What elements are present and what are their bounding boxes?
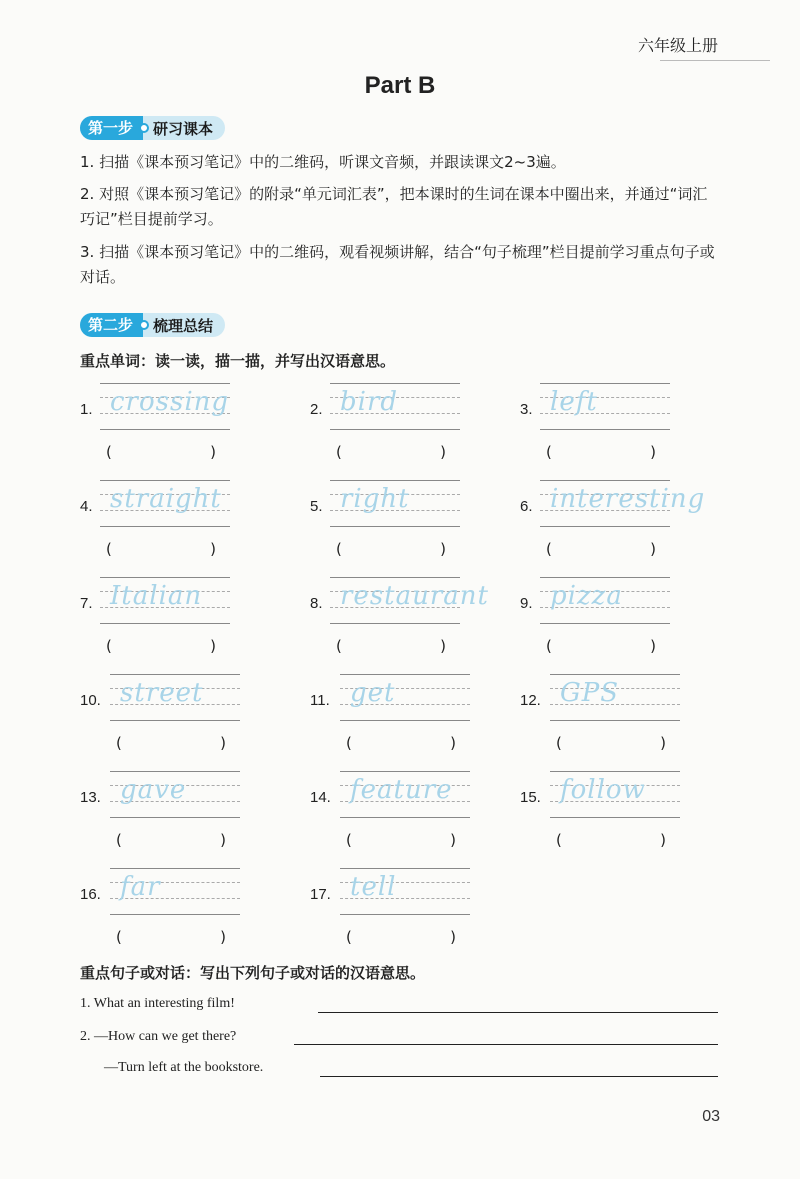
paren-open: (: [546, 443, 552, 461]
step1-item-1: 1. 扫描《课本预习笔记》中的二维码，听课文音频，并跟读课文2~3遍。: [80, 153, 566, 171]
trace-word: GPS: [560, 678, 620, 708]
step-dot-icon: [139, 320, 149, 330]
word-number: 3.: [520, 401, 533, 418]
trace-word: left: [550, 387, 598, 417]
paren-close: ): [220, 928, 226, 946]
meaning-blank[interactable]: [546, 831, 676, 849]
step2-number: 第二步: [80, 313, 143, 337]
trace-word: Italian: [110, 581, 203, 611]
paren-close: ): [660, 734, 666, 752]
paren-close: ): [220, 734, 226, 752]
answer-line-2[interactable]: [294, 1044, 718, 1045]
paren-close: ): [450, 928, 456, 946]
step1-badge: [80, 116, 225, 140]
meaning-blank[interactable]: [336, 734, 466, 752]
meaning-blank[interactable]: [96, 443, 226, 461]
paren-close: ): [210, 443, 216, 461]
meaning-blank[interactable]: [336, 928, 466, 946]
words-heading: 重点单词：读一读，描一描，并写出汉语意思。: [80, 352, 396, 370]
word-item: [310, 674, 510, 754]
word-number: 7.: [80, 595, 93, 612]
paren-open: (: [556, 734, 562, 752]
meaning-blank[interactable]: [536, 443, 666, 461]
trace-word: pizza: [550, 581, 623, 611]
paren-close: ): [450, 831, 456, 849]
paren-close: ): [220, 831, 226, 849]
page-number: 03: [702, 1108, 720, 1125]
word-item: [80, 383, 280, 463]
paren-open: (: [106, 540, 112, 558]
word-item: [310, 577, 510, 657]
paren-close: ): [450, 734, 456, 752]
word-item: [520, 383, 720, 463]
trace-word: right: [340, 484, 410, 514]
trace-word: tell: [350, 872, 397, 902]
meaning-blank[interactable]: [106, 831, 236, 849]
grade-label: 六年级上册: [637, 36, 718, 55]
sentence-1: 1. What an interesting film!: [80, 996, 235, 1011]
word-number: 15.: [520, 789, 541, 806]
paren-open: (: [106, 637, 112, 655]
meaning-blank[interactable]: [326, 637, 456, 655]
trace-word: straight: [110, 484, 222, 514]
word-item: [80, 577, 280, 657]
word-item: [80, 674, 280, 754]
trace-word: interesting: [550, 484, 706, 514]
word-number: 13.: [80, 789, 101, 806]
paren-close: ): [440, 637, 446, 655]
paren-close: ): [650, 540, 656, 558]
meaning-blank[interactable]: [96, 637, 226, 655]
sentence-3: —Turn left at the bookstore.: [104, 1060, 264, 1075]
paren-close: ): [440, 540, 446, 558]
paren-open: (: [336, 443, 342, 461]
trace-word: far: [120, 872, 161, 902]
meaning-blank[interactable]: [536, 540, 666, 558]
trace-word: crossing: [110, 387, 230, 417]
paren-open: (: [336, 540, 342, 558]
answer-line-3[interactable]: [320, 1076, 718, 1077]
word-number: 14.: [310, 789, 331, 806]
trace-word: street: [120, 678, 204, 708]
paren-open: (: [116, 734, 122, 752]
paren-open: (: [116, 831, 122, 849]
word-item: [520, 771, 720, 851]
word-number: 1.: [80, 401, 93, 418]
paren-close: ): [440, 443, 446, 461]
page-title: Part B: [364, 72, 436, 99]
step1-item-2: 2. 对照《课本预习笔记》的附录“单元词汇表”，把本课时的生词在课本中圈出来，并通过“词汇巧记”栏目提前学习。: [80, 185, 708, 228]
paren-open: (: [546, 637, 552, 655]
word-number: 10.: [80, 692, 101, 709]
paren-open: (: [346, 928, 352, 946]
paren-open: (: [106, 443, 112, 461]
word-item: [520, 577, 720, 657]
step2-label: 梳理总结: [153, 316, 214, 335]
meaning-blank[interactable]: [536, 637, 666, 655]
word-number: 4.: [80, 498, 93, 515]
word-number: 9.: [520, 595, 533, 612]
trace-word: restaurant: [340, 581, 489, 611]
word-number: 16.: [80, 886, 101, 903]
paren-close: ): [650, 443, 656, 461]
meaning-blank[interactable]: [546, 734, 676, 752]
word-item: [310, 771, 510, 851]
paren-close: ): [210, 540, 216, 558]
step1-item-3: 3. 扫描《课本预习笔记》中的二维码，观看视频讲解，结合“句子梳理”栏目提前学习重点句子或对话。: [80, 243, 715, 286]
step1-label: 研习课本: [153, 119, 214, 138]
paren-open: (: [346, 734, 352, 752]
word-number: 12.: [520, 692, 541, 709]
word-item: [520, 480, 720, 560]
word-item: [520, 674, 720, 754]
trace-word: feature: [350, 775, 453, 805]
word-item: [80, 771, 280, 851]
sentence-2: 2. —How can we get there?: [80, 1029, 237, 1044]
meaning-blank[interactable]: [326, 443, 456, 461]
word-item: [310, 383, 510, 463]
step1-number: 第一步: [80, 116, 143, 140]
word-number: 8.: [310, 595, 323, 612]
paren-open: (: [346, 831, 352, 849]
paren-open: (: [116, 928, 122, 946]
meaning-blank[interactable]: [106, 734, 236, 752]
word-number: 11.: [310, 692, 330, 709]
header-divider: [660, 60, 770, 61]
paren-open: (: [556, 831, 562, 849]
answer-line-1[interactable]: [318, 1012, 718, 1013]
trace-word: follow: [560, 775, 646, 805]
meaning-blank[interactable]: [326, 540, 456, 558]
trace-word: get: [350, 678, 396, 708]
meaning-blank[interactable]: [106, 928, 236, 946]
trace-word: bird: [340, 387, 399, 417]
paren-close: ): [650, 637, 656, 655]
paren-close: ): [660, 831, 666, 849]
word-number: 6.: [520, 498, 533, 515]
meaning-blank[interactable]: [96, 540, 226, 558]
word-item: [80, 480, 280, 560]
paren-open: (: [546, 540, 552, 558]
word-item: [310, 480, 510, 560]
word-number: 17.: [310, 886, 331, 903]
word-item: [80, 868, 280, 948]
meaning-blank[interactable]: [336, 831, 466, 849]
word-number: 5.: [310, 498, 323, 515]
step-dot-icon: [139, 123, 149, 133]
trace-word: gave: [120, 775, 187, 805]
word-item: [310, 868, 510, 948]
paren-close: ): [210, 637, 216, 655]
sentences-heading: 重点句子或对话：写出下列句子或对话的汉语意思。: [80, 964, 426, 982]
paren-open: (: [336, 637, 342, 655]
step2-badge: [80, 313, 225, 337]
word-number: 2.: [310, 401, 323, 418]
